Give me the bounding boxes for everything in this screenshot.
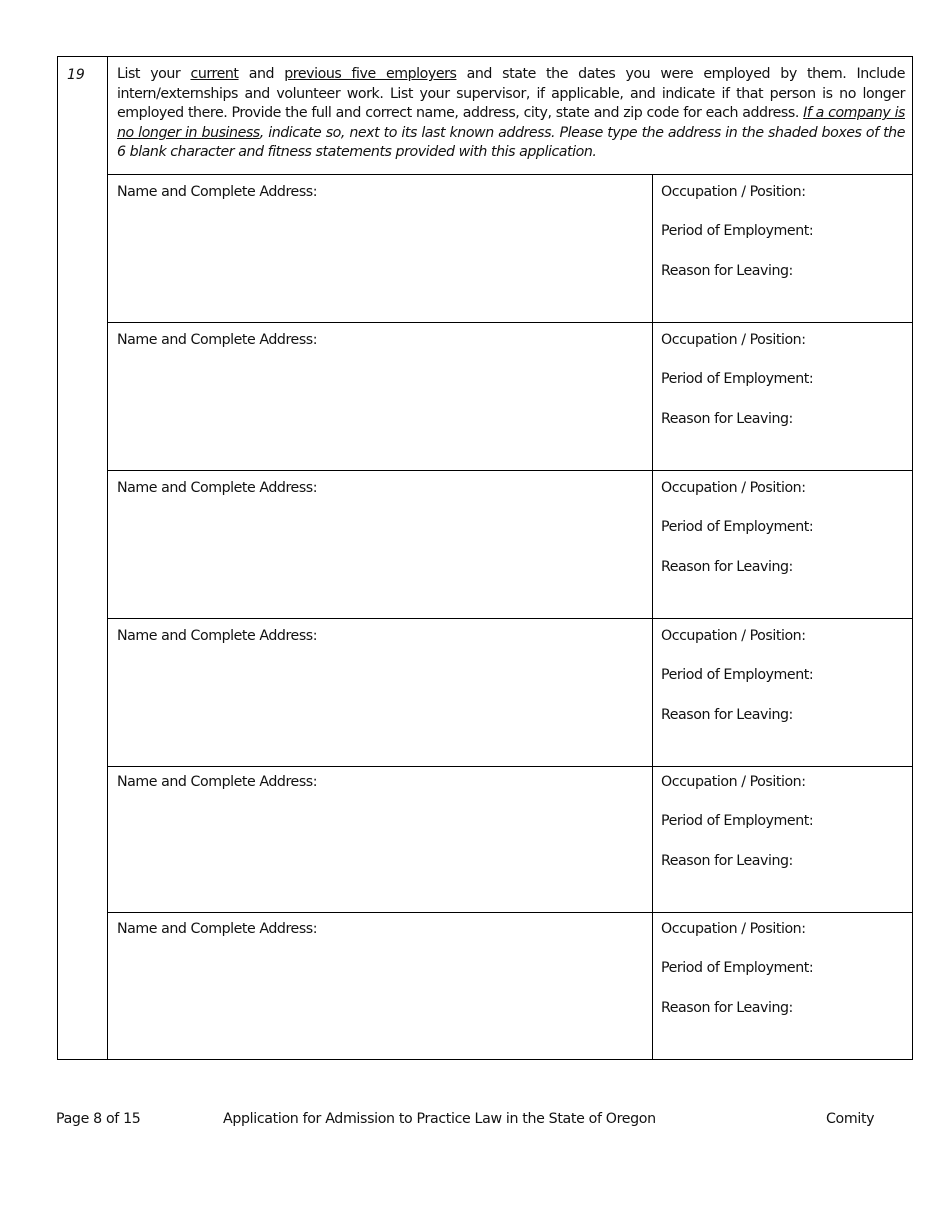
reason-label: Reason for Leaving:	[661, 1000, 793, 1016]
question-19-table	[57, 56, 913, 1060]
period-label: Period of Employment:	[661, 519, 814, 535]
instructions-text-2: and	[238, 66, 285, 82]
period-label: Period of Employment:	[661, 813, 814, 829]
question-instructions	[108, 57, 912, 175]
period-label: Period of Employment:	[661, 960, 814, 976]
employer-details-field[interactable]	[653, 323, 912, 470]
employer-address-field[interactable]	[108, 471, 653, 618]
employer-row-4	[108, 619, 912, 767]
reason-label: Reason for Leaving:	[661, 707, 793, 723]
footer-section-label: Comity	[826, 1111, 875, 1127]
footer-page-number: Page 8 of 15	[56, 1111, 141, 1127]
employer-address-field[interactable]	[108, 323, 653, 470]
address-label: Name and Complete Address:	[117, 480, 318, 496]
address-label: Name and Complete Address:	[117, 774, 318, 790]
employer-details-field[interactable]	[653, 175, 912, 322]
employer-address-field[interactable]	[108, 175, 653, 322]
period-label: Period of Employment:	[661, 223, 814, 239]
address-label: Name and Complete Address:	[117, 921, 318, 937]
instructions-company-note: If a company is no longer in business	[117, 105, 905, 141]
question-number-column	[58, 57, 108, 1059]
occupation-label: Occupation / Position:	[661, 628, 806, 644]
reason-label: Reason for Leaving:	[661, 411, 793, 427]
period-label: Period of Employment:	[661, 371, 814, 387]
employer-row-6	[108, 912, 912, 1060]
employer-details-field[interactable]	[653, 765, 912, 912]
footer-document-title: Application for Admission to Practice Law in the State of Oregon	[223, 1111, 656, 1127]
reason-label: Reason for Leaving:	[661, 263, 793, 279]
occupation-label: Occupation / Position:	[661, 921, 806, 937]
employer-row-3	[108, 471, 912, 619]
occupation-label: Occupation / Position:	[661, 480, 806, 496]
occupation-label: Occupation / Position:	[661, 184, 806, 200]
instructions-previous-employers: previous five employers	[284, 66, 457, 82]
question-content	[108, 57, 912, 1059]
occupation-label: Occupation / Position:	[661, 774, 806, 790]
period-label: Period of Employment:	[661, 667, 814, 683]
instructions-text-3: and state the dates you were employed by them. Include intern/externships and volunteer work. List your supervisor, if applicable, and indicate if that person is no longer employed there. Provide the full and correct name, address, city, state and zip code for each address.	[117, 66, 905, 122]
instructions-text-1: List your	[117, 66, 191, 82]
employer-details-field[interactable]	[653, 619, 912, 766]
employer-row-2	[108, 323, 912, 471]
reason-label: Reason for Leaving:	[661, 853, 793, 869]
employer-address-field[interactable]	[108, 765, 653, 912]
address-label: Name and Complete Address:	[117, 332, 318, 348]
address-label: Name and Complete Address:	[117, 184, 318, 200]
instructions-text-4: , indicate so, next to its last known address. Please type the address in the shaded boxes of the 6 blank character and fitness statements provided with this application.	[117, 124, 906, 161]
employer-address-field[interactable]	[108, 912, 653, 1060]
address-label: Name and Complete Address:	[117, 628, 318, 644]
question-number: 19	[67, 67, 85, 83]
employer-row-5	[108, 765, 912, 913]
employer-details-field[interactable]	[653, 912, 912, 1060]
occupation-label: Occupation / Position:	[661, 332, 806, 348]
employer-row-1	[108, 175, 912, 323]
instructions-current: current	[190, 66, 239, 82]
employer-address-field[interactable]	[108, 619, 653, 766]
reason-label: Reason for Leaving:	[661, 559, 793, 575]
employer-details-field[interactable]	[653, 471, 912, 618]
